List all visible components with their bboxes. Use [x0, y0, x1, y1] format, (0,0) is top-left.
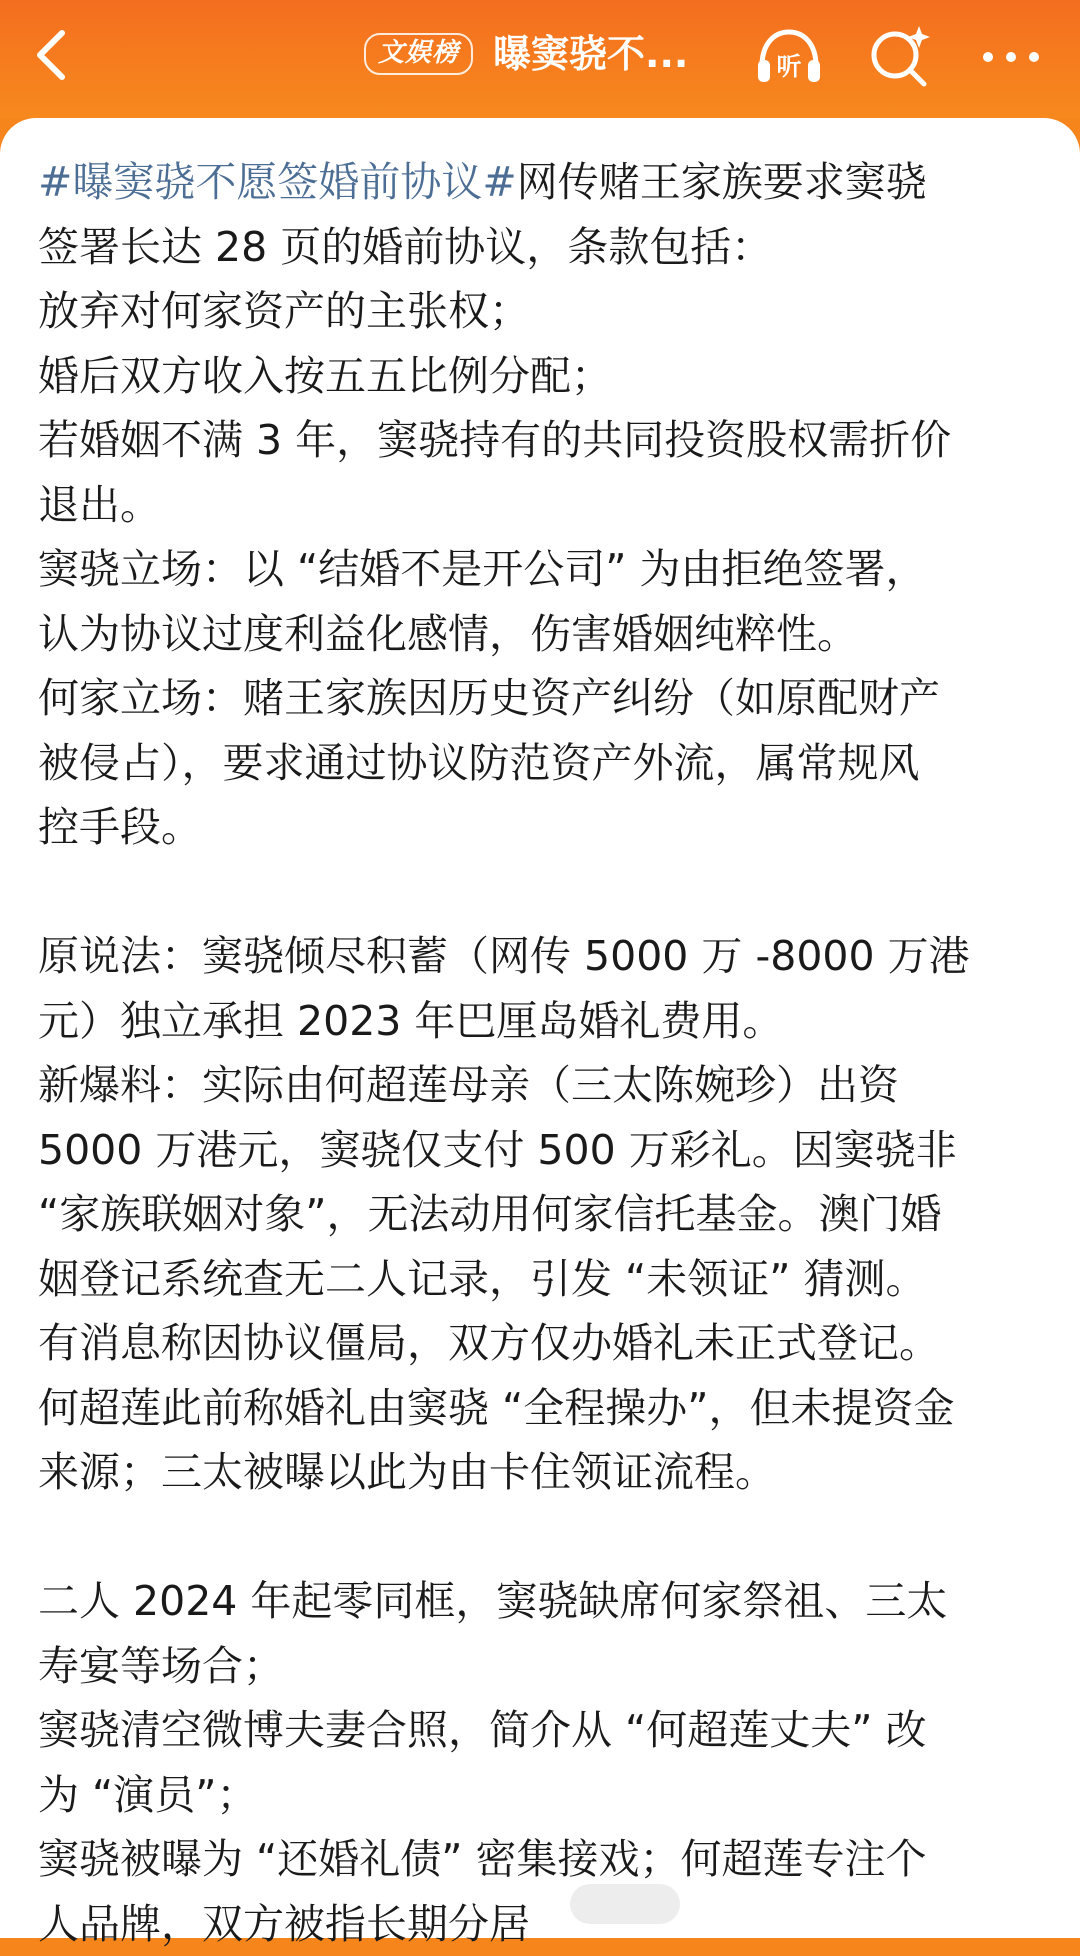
post-line: 为 “演员”；: [38, 1763, 1048, 1828]
post-line-1: [38, 150, 1048, 215]
listen-button[interactable]: [752, 20, 826, 94]
post-body: [38, 150, 1048, 1956]
post-line: 姻登记系统查无二人记录，引发 “未领证” 猜测。: [38, 1247, 1048, 1312]
more-dots-icon: [974, 20, 1048, 94]
title-area[interactable]: [364, 26, 688, 82]
post-line: 新爆料：实际由何超莲母亲（三太陈婉珍）出资: [38, 1053, 1048, 1118]
post-line: 何家立场：赌王家族因历史资产纠纷（如原配财产: [38, 666, 1048, 731]
headphones-icon: [752, 20, 826, 94]
post-line: 放弃对何家资产的主张权；: [38, 279, 1048, 344]
post-line: 人品牌，双方被指长期分居: [38, 1892, 1048, 1956]
post-line-text: 网传赌王家族要求窦骁: [517, 158, 927, 206]
post-line: 认为协议过度利益化感情，伤害婚姻纯粹性。: [38, 602, 1048, 667]
post-line: 寿宴等场合；: [38, 1634, 1048, 1699]
search-button[interactable]: [862, 20, 936, 94]
top-bar: [0, 0, 1080, 118]
post-line: 有消息称因协议僵局，双方仅办婚礼未正式登记。: [38, 1311, 1048, 1376]
back-button[interactable]: [22, 20, 82, 90]
post-line: 若婚姻不满 3 年，窦骁持有的共同投资股权需折价: [38, 408, 1048, 473]
post-line: 签署长达 28 页的婚前协议，条款包括：: [38, 215, 1048, 280]
listen-label: 听: [776, 52, 801, 81]
post-line: 二人 2024 年起零同框，窦骁缺席何家祭祖、三太: [38, 1569, 1048, 1634]
post-line: 被侵占），要求通过协议防范资产外流，属常规风: [38, 731, 1048, 796]
hashtag-link[interactable]: #曝窦骁不愿签婚前协议#: [38, 158, 517, 206]
post-line: 退出。: [38, 473, 1048, 538]
post-line: 何超莲此前称婚礼由窦骁 “全程操办”，但未提资金: [38, 1376, 1048, 1441]
post-line: 元）独立承担 2023 年巴厘岛婚礼费用。: [38, 989, 1048, 1054]
post-line: 控手段。: [38, 795, 1048, 860]
post-line: 窦骁清空微博夫妻合照，简介从 “何超莲丈夫” 改: [38, 1698, 1048, 1763]
more-button[interactable]: [974, 20, 1048, 94]
post-line: 窦骁立场：以 “结婚不是开公司” 为由拒绝签署，: [38, 537, 1048, 602]
post-line: 婚后双方收入按五五比例分配；: [38, 344, 1048, 409]
post-line: 来源；三太被曝以此为由卡住领证流程。: [38, 1440, 1048, 1505]
page-title: 曝窦骁不...: [493, 30, 688, 78]
post-line: “家族联姻对象”，无法动用何家信托基金。澳门婚: [38, 1182, 1048, 1247]
post-line: 窦骁被曝为 “还婚礼债” 密集接戏；何超莲专注个: [38, 1827, 1048, 1892]
weibo-watermark: [570, 1884, 680, 1924]
chevron-left-icon: [32, 29, 72, 81]
sparkle-search-icon: [862, 20, 936, 94]
paragraph-gap: [38, 1505, 1048, 1570]
post-line: 原说法：窦骁倾尽积蓄（网传 5000 万 -8000 万港: [38, 924, 1048, 989]
paragraph-gap: [38, 860, 1048, 925]
post-line: 5000 万港元，窦骁仅支付 500 万彩礼。因窦骁非: [38, 1118, 1048, 1183]
category-tag[interactable]: 文娱榜: [364, 33, 473, 75]
